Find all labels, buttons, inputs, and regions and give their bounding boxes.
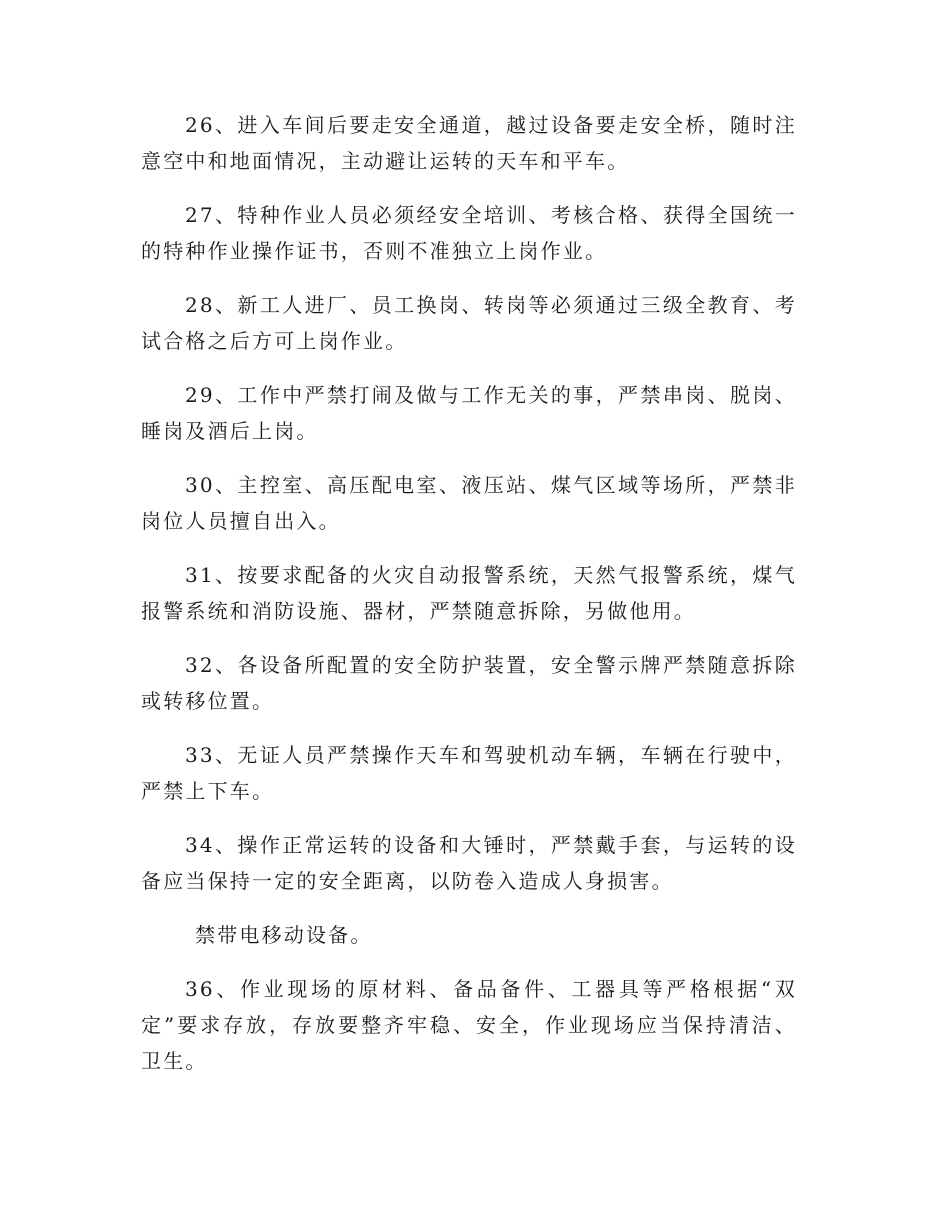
paragraph-32: 32、各设备所配置的安全防护装置，安全警示牌严禁随意拆除或转移位置。 bbox=[141, 653, 797, 713]
paragraph-26: 26、进入车间后要走安全通道，越过设备要走安全桥，随时注意空中和地面情况，主动避让运转的天车和平车。 bbox=[141, 113, 797, 173]
paragraph-30: 30、主控室、高压配电室、液压站、煤气区域等场所，严禁非岗位人员擅自出入。 bbox=[141, 473, 797, 533]
paragraph-28: 28、新工人进厂、员工换岗、转岗等必须通过三级全教育、考试合格之后方可上岗作业。 bbox=[141, 293, 797, 353]
paragraph-fragment: 禁带电移动设备。 bbox=[195, 923, 373, 947]
paragraph-29: 29、工作中严禁打闹及做与工作无关的事，严禁串岗、脱岗、睡岗及酒后上岗。 bbox=[141, 383, 797, 443]
paragraph-27: 27、特种作业人员必须经安全培训、考核合格、获得全国统一的特种作业操作证书，否则不准独立上岗作业。 bbox=[141, 203, 797, 263]
paragraph-36: 36、作业现场的原材料、备品备件、工器具等严格根据“双定”要求存放，存放要整齐牢稳、安全，作业现场应当保持清洁、卫生。 bbox=[141, 977, 797, 1073]
paragraph-34: 34、操作正常运转的设备和大锤时，严禁戴手套，与运转的设备应当保持一定的安全距离，以防卷入造成人身损害。 bbox=[141, 833, 797, 893]
paragraph-33: 33、无证人员严禁操作天车和驾驶机动车辆，车辆在行驶中，严禁上下车。 bbox=[141, 743, 797, 803]
paragraph-31: 31、按要求配备的火灾自动报警系统，天然气报警系统，煤气报警系统和消防设施、器材，严禁随意拆除，另做他用。 bbox=[141, 563, 797, 623]
document-body bbox=[141, 107, 797, 1097]
